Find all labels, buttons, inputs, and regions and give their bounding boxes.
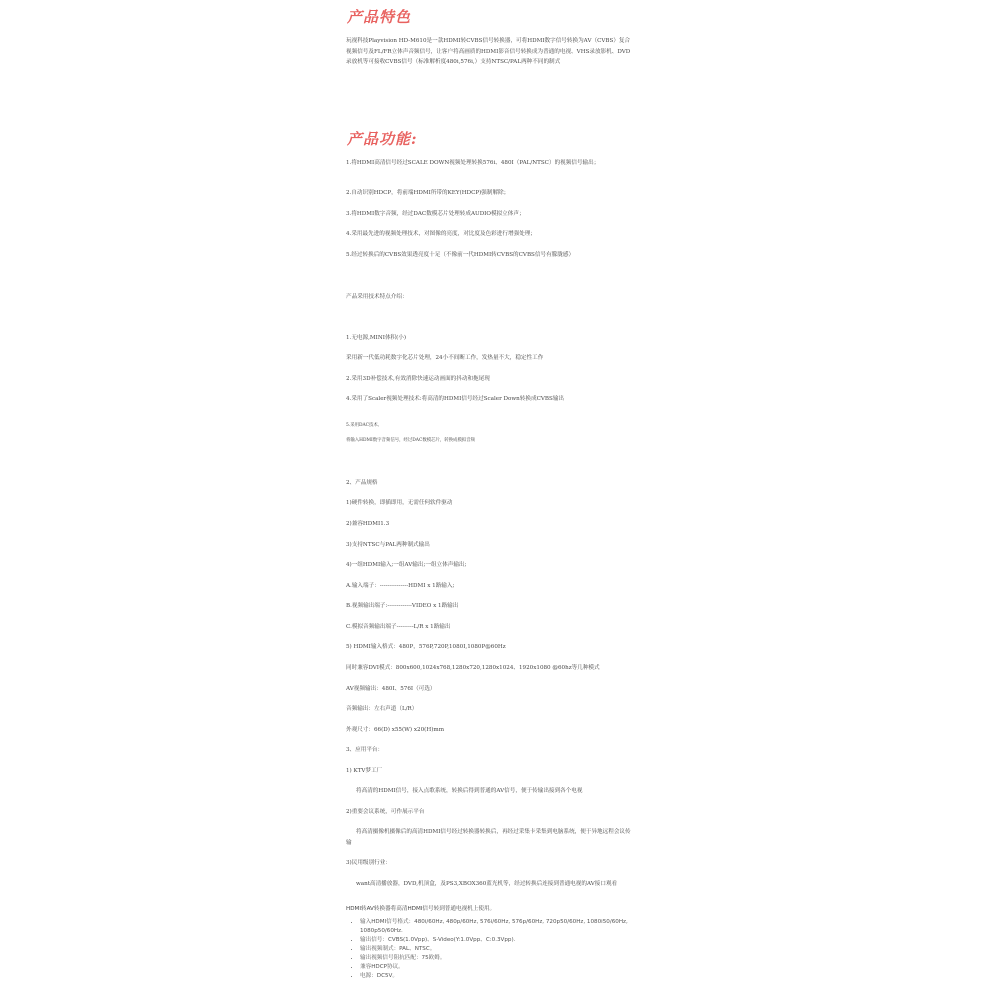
spec-item: B.视频输出端子:-------------VIDEO x 1路输出 <box>346 603 459 609</box>
spec-item: A.输入端子：---------------HDMI x 1路输入; <box>346 583 455 589</box>
function-item-3: 3.将HDMI数字音频，经过DAC数模芯片处理转成AUDIO模拟立体声； <box>346 211 525 217</box>
tech-item-2: 采用新一代低功耗数字化芯片处理，24小不间断工作，发热量不大，稳定性工作 <box>346 355 544 361</box>
applications-title: 3、应用平台： <box>346 747 384 753</box>
spec-item: 外观尺寸：66(D) x55(W) x20(H)mm <box>346 727 445 733</box>
tech-item-3: 2.采用3D补偿技术,有效消除快速运动画面的抖动和拖尾现 <box>346 376 490 382</box>
application-desc: 将高清摄像机摄像后的高清HDMI信号经过转换器转换后，再经过采集卡采集到电脑系统，便于异地远程会议传输 <box>346 829 631 846</box>
spec-item: AV视频输出：480I、576I（可选） <box>346 686 436 692</box>
features-heading: 产品特色 <box>347 8 412 26</box>
summary-bullet: • 电源：DC5V。 <box>360 972 640 981</box>
summary-bullet: • 输入HDMI信号格式：480i/60Hz, 480p/60Hz, 576i/60Hz, 576p/60Hz, 720p50/60Hz, 1080i50/60Hz, 1080p50/60Hz. <box>360 918 640 936</box>
application-label: 3)民用级别行业： <box>346 860 391 866</box>
functions-heading: 产品功能: <box>347 130 418 148</box>
specs-title: 2、产品规格 <box>346 480 378 486</box>
spec-item: 4)一组HDMI输入;一组AV输出;一组立体声输出; <box>346 562 467 568</box>
spec-item: 同时兼容DVI模式：800x600,1024x768,1280x720,1280x1024、1920x1080 @60hz等几种模式 <box>346 665 600 671</box>
tech-item-1: 1.无电源,MINI体积(小) <box>346 335 407 341</box>
tech-small-item-2: 将输入HDMI数字音频信号，经过DAC数模芯片，转换成模拟音频 <box>346 438 476 443</box>
features-intro: 玩视科技Playvision HD-M610是一款HDMI转CVBS信号转换器，可将HDMI数字信号转换为AV（CVBS）复合视频信号及FL/FR立体声音频信号，让客户将高画质的HDMI影音信号转换成为普通的电视、VHS录放影机、DVD录放机等可接收CVBS信号（标准解析度480i,576i,）支持NTSC/PAL两种不同的制式 <box>346 38 631 65</box>
function-item-5: 5.经过转换后的CVBS效果透亮度十足（不像前一代HDMI转CVBS的CVBS信号有朦胧感） <box>346 252 575 258</box>
function-item-2: 2.自动识别HDCP，将前端HDMI所带的KEY(HDCP)强制解除； <box>346 190 510 196</box>
summary-bullet: • 输出视频制式：PAL、NTSC。 <box>360 945 640 954</box>
summary-bullet: • 输出信号：CVBS(1.0Vpp)、S-Video(Y:1.0Vpp、C:0.3Vpp). <box>360 936 640 945</box>
function-item-1: 1.将HDMI高清信号经过SCALE DOWN视频处理转换576i、480I（PAL/NTSC）的视频信号输出； <box>346 160 600 166</box>
function-item-4: 4.采用最先进的视频处理技术，对图像的亮度，对比度及色彩进行增强处理； <box>346 231 536 237</box>
application-label: 1) KTV梦工厂 <box>346 768 383 774</box>
summary-bullet: • 输出视频信号阻抗匹配：75欧姆。 <box>360 954 640 963</box>
application-desc: want高清播放器，DVD,机顶盒，及PS3,XBOX360蓝光机等，经过转换后连接到普通电视的AV接口观看 <box>356 881 618 887</box>
summary-intro: HDMI转AV转换器将高清HDMI信号转到普通电视机上使用。 <box>346 906 496 912</box>
spec-item: 3)支持NTSC与PAL两种制式输出 <box>346 542 430 548</box>
application-desc: 将高清的HDMI信号，接入点歌系统，转换后得到普通的AV信号，便于传输出接到各个电视 <box>356 788 583 794</box>
tech-small-item-1: 5.采用DAC技术, <box>346 423 380 428</box>
tech-item-4: 4.采用了Scaler视频处理技术:将高清的HDMI信号经过Scaler Down转换成CVBS输出 <box>346 396 565 402</box>
spec-item: 2)兼容HDMI1.3 <box>346 521 390 527</box>
spec-item: 1)硬件转换，即插即用，无需任何软件驱动 <box>346 500 453 506</box>
summary-spec-list <box>352 918 640 981</box>
tech-title: 产品采用技术特点介绍： <box>346 294 408 300</box>
summary-bullet: • 兼容HDCP协议。 <box>360 963 640 972</box>
application-label: 2)重要会议系统，可作展示平台 <box>346 809 425 815</box>
spec-item: 5) HDMI输入格式：480P，576P,720P,1080I,1080P@60Hz <box>346 644 506 650</box>
spec-item: C.模拟音频输出端子---------L/R x 1路输出 <box>346 624 451 630</box>
spec-item: 音频输出：左右声道（L/R） <box>346 706 418 712</box>
